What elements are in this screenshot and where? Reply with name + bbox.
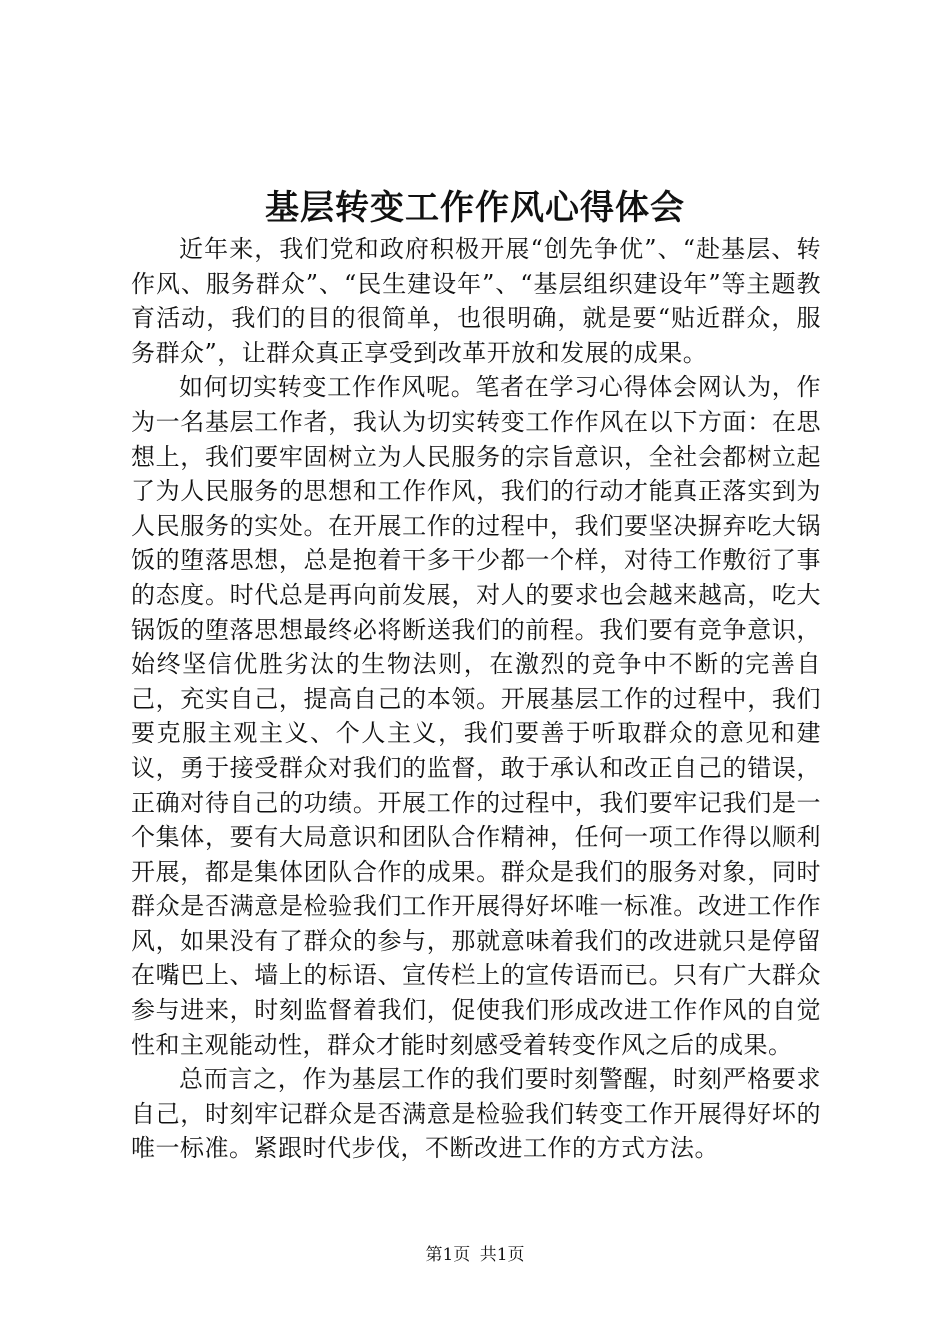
document-title: 基层转变工作作风心得体会: [265, 188, 685, 228]
page-footer: [0, 1243, 950, 1267]
paragraph: 近年来，我们党和政府积极开展“创先争优”、“赴基层、转作风、服务群众”、“民生建设年”、“基层组织建设年”等主题教育活动，我们的目的很简单，也很明确，就是要“贴近群众，服务群众”，让群众真正享受到改革开放和发展的成果。: [131, 235, 821, 367]
paragraph: 如何切实转变工作作风呢。笔者在学习心得体会网认为，作为一名基层工作者，我认为切实转变工作作风在以下方面：在思想上，我们要牢固树立为人民服务的宗旨意识，全社会都树立起了为人民服务的思想和工作作风，我们的行动才能真正落实到为人民服务的实处。在开展工作的过程中，我们要坚决摒弃吃大锅饭的堕落思想，总是抱着干多干少都一个样，对待工作敷衍了事的态度。时代总是再向前发展，对人的要求也会越来越高，吃大锅饭的堕落思想最终必将断送我们的前程。我们要有竞争意识，始终坚信优胜劣汰的生物法则，在激烈的竞争中不断的完善自己，充实自己，提高自己的本领。开展基层工作的过程中，我们要克服主观主义、个人主义，我们要善于听取群众的意见和建议，勇于接受群众对我们的监督，敢于承认和改正自己的错误，正确对待自己的功绩。开展工作的过程中，我们要牢记我们是一个集体，要有大局意识和团队合作精神，任何一项工作得以顺利开展，都是集体团队合作的成果。群众是我们的服务对象，同时群众是否满意是检验我们工作开展得好坏唯一标准。改进工作作风，如果没有了群众的参与，那就意味着我们的改进就只是停留在嘴巴上、墙上的标语、宣传栏上的宣传语而已。只有广大群众参与进来，时刻监督着我们，促使我们形成改进工作作风的自觉性和主观能动性，群众才能时刻感受着转变作风之后的成果。: [131, 373, 821, 1059]
page-number: 第1页: [425, 1245, 471, 1265]
page-total: 共1页: [479, 1245, 525, 1265]
paragraph: 总而言之，作为基层工作的我们要时刻警醒，时刻严格要求自己，时刻牢记群众是否满意是检验我们转变工作开展得好坏的唯一标准。紧跟时代步伐，不断改进工作的方式方法。: [131, 1065, 821, 1163]
document-body: [131, 232, 821, 1166]
